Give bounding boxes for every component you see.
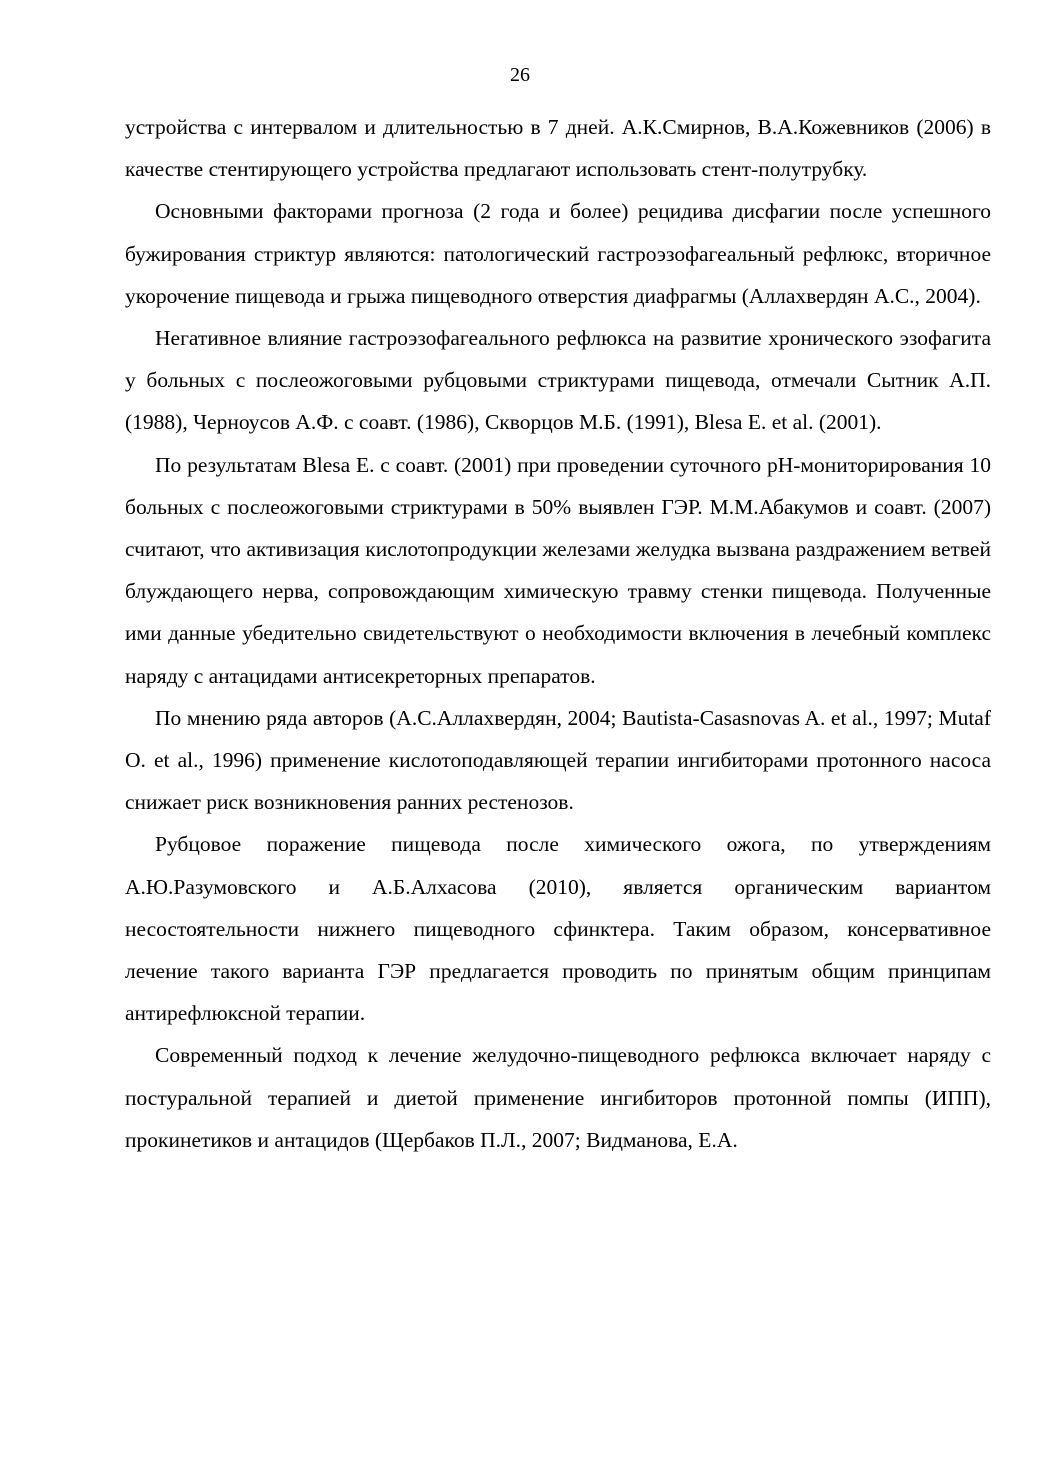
paragraph-7: Современный подход к лечение желудочно-пищеводного рефлюкса включает наряду с постуральной терапией и диетой применение ингибиторов протонной помпы (ИПП), прокинетиков и антацидов (Щербаков П.Л., 2007; Видманова, Е.А. (125, 1043, 991, 1152)
paragraph-5: По мнению ряда авторов (А.С.Аллахвердян, 2004; Bautista-Casasnovas A. et al., 1997; Mutaf O. et al., 1996) применение кислотоподавляющей терапии ингибиторами протонного насоса снижает риск возникновения ранних рестенозов. (125, 705, 991, 815)
paragraph-2: Основными факторами прогноза (2 года и более) рецидива дисфагии после успешного бужирования стриктур являются: патологический гастроэзофагеальный рефлюкс, вторичное укорочение пищевода и грыжа пищеводного отверстия диафрагмы (Аллахвердян А.С., 2004). (125, 199, 991, 308)
page-number: 26 (510, 64, 530, 86)
paragraph-4: По результатам Blesa E. с соавт. (2001) при проведении суточного рН-мониторирования 10 больных с послеожоговыми стриктурами в 50% выявлен ГЭР. М.М.Абакумов и соавт. (2007) считают, что активизация кислотопродукции железами желудка вызвана раздражением ветвей блуждающего нерва, сопровождающим химическую травму стенки пищевода. Полученные ими данные убедительно свидетельствуют о необходимости включения в лечебный комплекс наряду с антацидами антисекреторных препаратов. (125, 452, 991, 688)
document-body (125, 106, 991, 1161)
paragraph-3: Негативное влияние гастроэзофагеального рефлюкса на развитие хронического эзофагита у больных с послеожоговыми рубцовыми стриктурами пищевода, отмечали Сытник А.П. (1988), Черноусов А.Ф. с соавт. (1986), Скворцов М.Б. (1991), Blesa E. et al. (2001). (125, 326, 991, 435)
paragraph-1: устройства с интервалом и длительностью в 7 дней. А.К.Смирнов, В.А.Кожевников (2006) в качестве стентирующего устройства предлагают использовать стент-полутрубку. (125, 115, 991, 182)
paragraph-6: Рубцовое поражение пищевода после химического ожога, по утверждениям А.Ю.Разумовского и А.Б.Алхасова (2010), является органическим вариантом несостоятельности нижнего пищеводного сфинктера. Таким образом, консервативное лечение такого варианта ГЭР предлагается проводить по принятым общим принципам антирефлюксной терапии. (125, 832, 991, 1026)
